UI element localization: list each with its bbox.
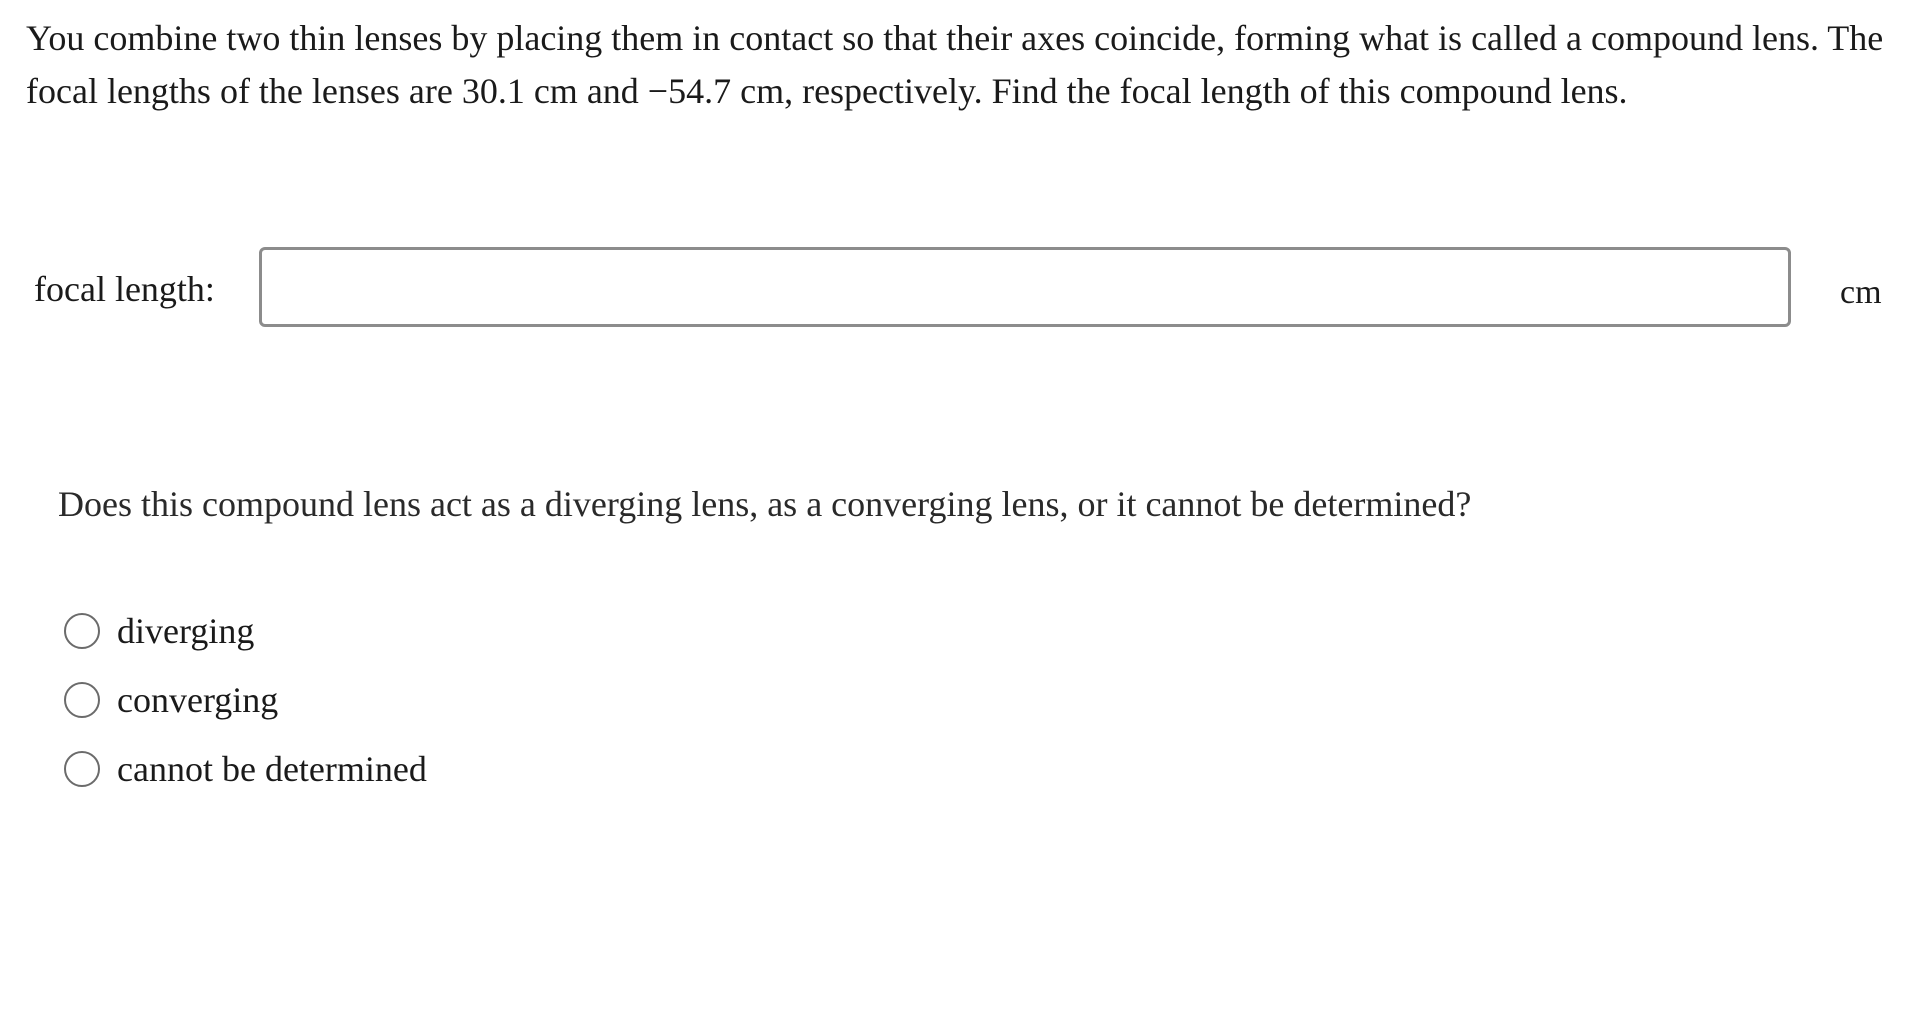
radio-button[interactable] (64, 613, 100, 649)
problem-statement: You combine two thin lenses by placing them in contact so that their axes coincide, forming what is called a compound lens. The focal lengths of the lenses are 30.1 cm and −54.7 cm, respectively. Find the focal length of this compound lens. (26, 18, 1884, 111)
focal-length-input[interactable] (259, 247, 1791, 327)
focal-length-answer-row (34, 247, 1894, 333)
option-label: diverging (117, 610, 255, 651)
option-cannot-be-determined[interactable] (64, 734, 427, 803)
radio-button[interactable] (64, 682, 100, 718)
lens-type-options (64, 596, 427, 803)
option-label: converging (117, 679, 279, 720)
lens-type-question: Does this compound lens act as a diverging lens, as a converging lens, or it cannot be determined? (58, 484, 1472, 524)
unit-label: cm (1840, 274, 1882, 311)
focal-length-label: focal length: (34, 269, 215, 309)
option-label: cannot be determined (117, 748, 427, 789)
option-converging[interactable] (64, 665, 427, 734)
option-diverging[interactable] (64, 596, 427, 665)
radio-button[interactable] (64, 751, 100, 787)
